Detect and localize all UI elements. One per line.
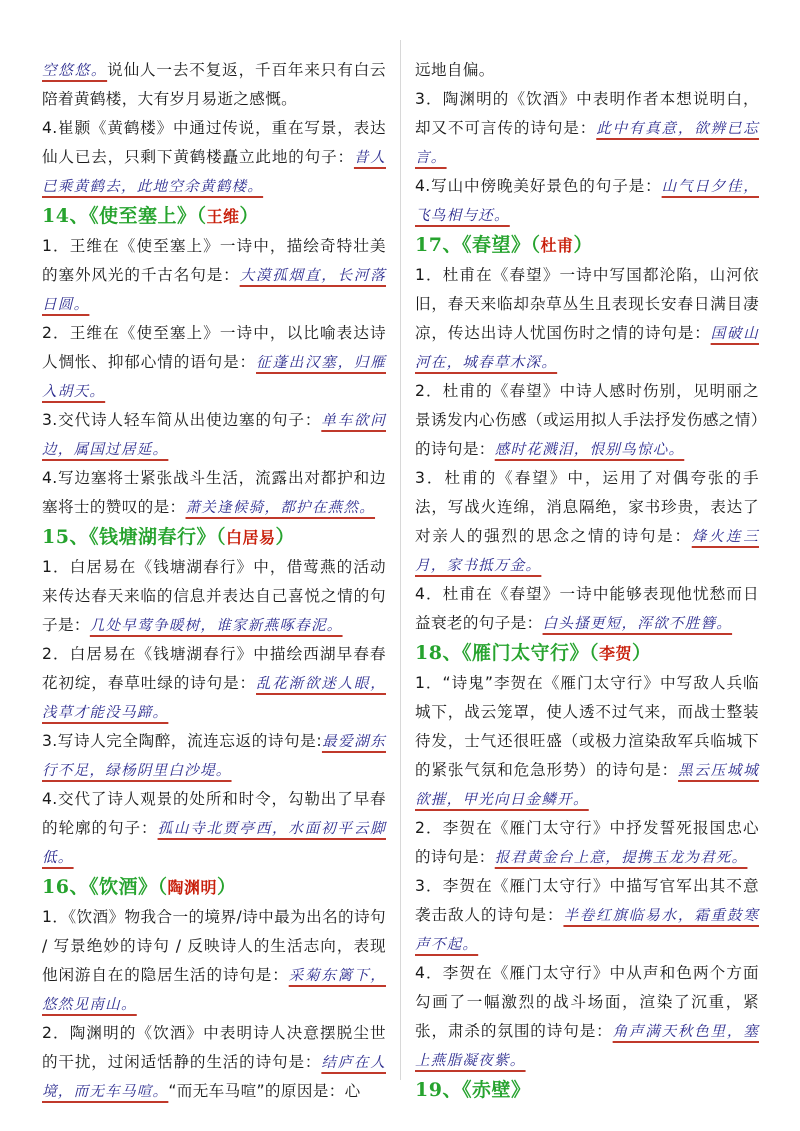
question-text: 2．王维在《使至塞上》一诗中，以比喻表达诗人惆怅、抑郁心情的语句是：	[42, 324, 386, 371]
question-paragraph	[415, 261, 759, 377]
question-paragraph	[415, 580, 759, 638]
answer-text: 几处早莺争暖树，谁家新燕啄春泥。	[89, 617, 343, 634]
question-text: 4.写山中傍晚美好景色的句子是：	[415, 177, 662, 195]
answer-text: 此中有真意，欲辨已忘言。	[415, 120, 759, 166]
paren-open: （	[196, 205, 207, 227]
answer-text: 孤山寺北贾亭西，水面初平云脚低。	[42, 820, 386, 866]
question-text: 4.交代了诗人观景的处所和时令，勾勒出了早春的轮廓的句子：	[42, 790, 386, 837]
question-text: 说仙人一去不复返，千百年来只有白云陪着黄鹤楼，大有岁月易逝之感慨。	[42, 61, 386, 108]
answer-text: 角声满天秋色里，塞上燕脂凝夜紫。	[415, 1023, 759, 1069]
section-heading	[415, 1075, 759, 1106]
question-text: 1．“诗鬼”李贺在《雁门太守行》中写敌人兵临城下，战云笼罩，使人透不过气来，而战士整装待发，士气还很旺盛（或极力渲染敌军兵临城下的紧张气氛和危急形势）的诗句是：	[415, 674, 759, 779]
answer-text: 最爱湖东行不足，绿杨阴里白沙堤。	[42, 733, 386, 779]
column-divider	[400, 40, 401, 1080]
poem-title: 《春望》	[461, 234, 531, 256]
answer-text: 空悠悠。	[42, 62, 108, 79]
question-paragraph	[42, 114, 386, 201]
question-paragraph	[415, 172, 759, 230]
paren-open: （	[215, 526, 226, 548]
section-heading	[415, 230, 759, 261]
question-text: 2．白居易在《钱塘湖春行》中描绘西湖早春春花初绽，春草吐绿的诗句是：	[42, 645, 386, 692]
question-text: 远地自偏。	[415, 61, 495, 79]
paren-close: ）	[217, 876, 237, 898]
question-paragraph	[42, 785, 386, 872]
section-heading	[415, 638, 759, 669]
question-text: 3.写诗人完全陶醉，流连忘返的诗句是:	[42, 732, 322, 750]
question-paragraph	[42, 406, 386, 464]
poem-title: 《钱塘湖春行》	[88, 526, 216, 548]
paren-close: ）	[275, 526, 296, 548]
question-text: 1．白居易在《钱塘湖春行》中，借莺燕的活动来传达春天来临的信息并表达自己喜悦之情的句子是：	[42, 558, 386, 634]
right-column	[415, 56, 759, 1106]
paren-close: ）	[573, 234, 594, 256]
answer-text: 乱花渐欲迷人眼，浅草才能没马蹄。	[42, 675, 386, 721]
paren-close: ）	[632, 642, 652, 664]
question-text: 1．杜甫在《春望》一诗中写国都沦陷，山河依旧，春天来临却杂草丛生且表现长安春日满目凄凉，传达出诗人忧国伤时之情的诗句是：	[415, 266, 759, 342]
question-paragraph	[42, 1019, 386, 1106]
poem-author: 王维	[206, 207, 240, 226]
answer-text: 烽火连三月，家书抵万金。	[415, 528, 759, 574]
poem-title: 《雁门太守行》	[461, 642, 589, 664]
question-text: 4．李贺在《雁门太守行》中从声和色两个方面勾画了一幅激烈的战斗场面，渲染了沉重，紧张，肃杀的氛围的诗句是：	[415, 964, 759, 1040]
question-text: 4．杜甫在《春望》一诗中能够表现他忧愁而日益衰老的句子是：	[415, 585, 759, 632]
question-paragraph	[415, 464, 759, 580]
question-paragraph	[415, 814, 759, 872]
question-text: 4.写边塞将士紧张战斗生活，流露出对都护和边塞将士的赞叹的是：	[42, 469, 386, 516]
poem-author: 杜甫	[540, 236, 574, 255]
paren-close: ）	[239, 205, 260, 227]
question-paragraph	[415, 959, 759, 1075]
poem-title: 《使至塞上》	[88, 205, 197, 227]
question-paragraph	[42, 640, 386, 727]
question-paragraph	[415, 85, 759, 172]
question-paragraph	[42, 727, 386, 785]
answer-text: 报君黄金台上意，提携玉龙为君死。	[494, 849, 748, 866]
question-text: 3．陶渊明的《饮酒》中表明作者本想说明白，却又不可言传的诗句是：	[415, 90, 759, 137]
answer-text: 单车欲问边，属国过居延。	[42, 412, 386, 458]
answer-text: 半卷红旗临易水，霜重鼓寒声不起。	[415, 907, 759, 953]
question-text: 2．杜甫的《春望》中诗人感时伤别，见明丽之景诱发内心伤感（或运用拟人手法抒发伤感之情）的诗句是：	[415, 382, 759, 458]
left-column	[42, 56, 386, 1106]
answer-text: 山气日夕佳，飞鸟相与还。	[415, 178, 759, 224]
answer-text: 征蓬出汉塞，归雁入胡天。	[42, 354, 386, 400]
answer-text: 结庐在人境，而无车马喧。	[42, 1054, 386, 1100]
answer-text: 感时花溅泪，恨别鸟惊心。	[494, 441, 685, 458]
question-text: 1．王维在《使至塞上》一诗中，描绘奇特壮美的塞外风光的千古名句是：	[42, 237, 386, 284]
question-text: 4.崔颢《黄鹤楼》中通过传说，重在写景，表达仙人已去，只剩下黄鹤楼矗立此地的句子：	[42, 119, 386, 166]
section-number: 16、	[42, 876, 89, 898]
section-heading	[42, 872, 386, 903]
poem-author: 陶渊明	[167, 878, 217, 897]
answer-text: 采菊东篱下，悠然见南山。	[42, 967, 386, 1013]
question-text: 3．杜甫的《春望》中，运用了对偶夸张的手法，写战火连绵，消息隔绝，家书珍贵，表达了对亲人的强烈的思念之情的诗句是：	[415, 469, 759, 545]
question-paragraph	[415, 56, 759, 85]
paren-open: （	[588, 642, 599, 664]
question-paragraph	[42, 232, 386, 319]
paren-open: （	[530, 234, 541, 256]
question-paragraph	[42, 553, 386, 640]
section-number: 15、	[42, 526, 89, 548]
question-paragraph	[42, 464, 386, 522]
question-paragraph	[42, 56, 386, 114]
answer-text: 白头搔更短，浑欲不胜簪。	[542, 615, 733, 632]
question-paragraph	[42, 319, 386, 406]
section-heading	[42, 201, 386, 232]
poem-title: 《饮酒》	[88, 876, 158, 898]
poem-author: 李贺	[598, 644, 632, 663]
question-text: 3．李贺在《雁门太守行》中描写官军出其不意袭击敌人的诗句是：	[415, 877, 759, 924]
section-number: 14、	[42, 205, 89, 227]
paren-open: （	[157, 876, 168, 898]
answer-text: 黑云压城城欲摧，甲光向日金鳞开。	[415, 762, 759, 808]
question-text: 2．陶渊明的《饮酒》中表明诗人决意摆脱尘世的干扰，过闲适恬静的生活的诗句是：	[42, 1024, 386, 1071]
answer-text: 萧关逢候骑，都护在燕然。	[185, 499, 376, 516]
question-text: 1．《饮酒》物我合一的境界/诗中最为出名的诗句 / 写景绝妙的诗句 / 反映诗人的生活志向，表现他闲游自在的隐居生活的诗句是：	[42, 908, 386, 984]
question-text: “而无车马喧”的原因是：心	[168, 1082, 361, 1100]
poem-title: 《赤壁》	[461, 1079, 531, 1101]
question-paragraph	[42, 903, 386, 1019]
answer-text: 大漠孤烟直，长河落日圆。	[42, 267, 386, 313]
question-paragraph	[415, 669, 759, 814]
answer-text: 国破山河在，城春草木深。	[415, 325, 759, 371]
section-heading	[42, 522, 386, 553]
section-number: 19、	[415, 1079, 462, 1101]
question-paragraph	[415, 872, 759, 959]
question-text: 2．李贺在《雁门太守行》中抒发誓死报国忠心的诗句是：	[415, 819, 759, 866]
question-paragraph	[415, 377, 759, 464]
section-number: 18、	[415, 642, 462, 664]
answer-text: 昔人已乘黄鹤去，此地空余黄鹤楼。	[42, 149, 386, 195]
question-text: 3.交代诗人轻车简从出使边塞的句子：	[42, 411, 322, 429]
poem-author: 白居易	[225, 528, 276, 547]
section-number: 17、	[415, 234, 462, 256]
